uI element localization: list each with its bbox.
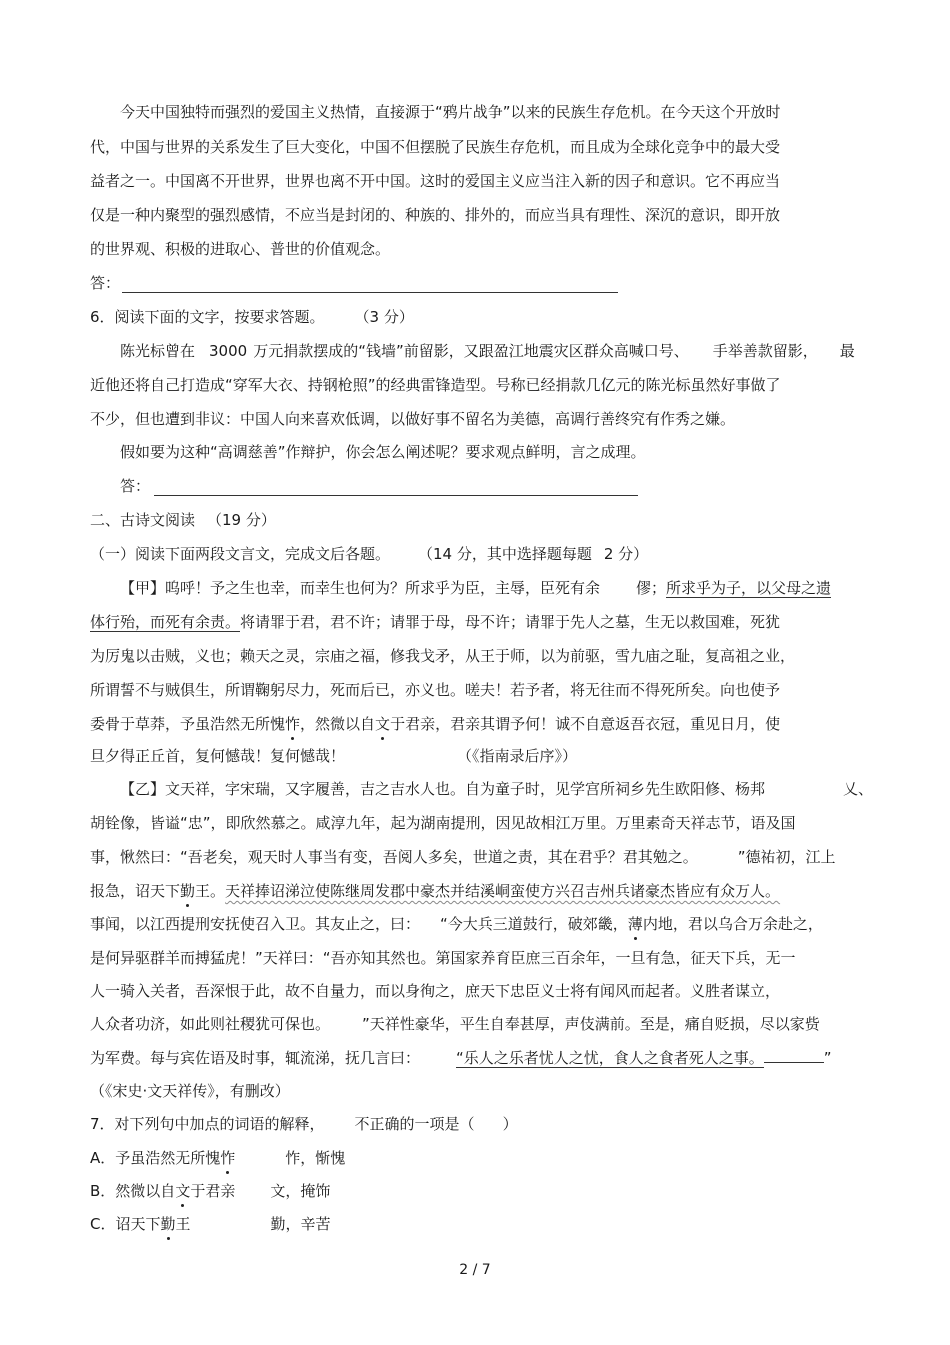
subsection-title — [90, 544, 910, 564]
underline-extension — [764, 1062, 824, 1063]
passage-line: 不少，但也遭到非议：中国人向来喜欢低调，以做好事不留名为美德，高调行善终究有作秀之嫌。 — [90, 410, 736, 428]
underlined-sentence: 所求乎为子，以父母之遗 — [666, 579, 832, 597]
wavy-underlined-sentence: 天祥捧诏涕泣使陈继周发郡中豪杰并结溪峒蛮使方兴召吉州兵诸豪杰皆应有众万人。 — [225, 882, 781, 900]
text-segment: 事闻，以江西提刑安抚使召入卫。其友止之，曰： — [90, 915, 421, 933]
text-segment: 万元捐款摆成的“钱墙”前留影，又跟盈江地震灾区群众高喊口号、 — [253, 342, 689, 360]
passage-yi-line — [90, 1048, 910, 1068]
text-segment: ” — [823, 1049, 832, 1067]
text-segment: ”德祐初，江上 — [737, 848, 836, 866]
passage-line: 益者之一。中国离不开世界，世界也离不开中国。这时的爱国主义应当注入新的因子和意识。它不再应当 — [90, 172, 781, 190]
dotted-word: 怍 — [285, 715, 301, 733]
answer-line — [120, 476, 910, 496]
source-citation: （《指南录后序》） — [457, 747, 578, 765]
dotted-word: 勤 — [160, 1215, 176, 1233]
text-segment: ，然微以自 — [300, 715, 376, 733]
option-label: C． — [90, 1215, 116, 1233]
text-segment: 人众者功济，如此则社稷犹可保也。 — [90, 1015, 331, 1033]
passage-jia-line — [120, 578, 910, 598]
option-sentence: 诏天下 — [115, 1215, 161, 1233]
question-text: 7．对下列句中加点的词语的解释， — [90, 1115, 325, 1133]
text-segment: 【甲】呜呼！予之生也幸，而幸生也何为？所求乎为臣，主辱，臣死有余 — [120, 579, 601, 597]
text-segment: 3000 — [209, 342, 248, 360]
text-segment: 报急，诏天下 — [90, 882, 181, 900]
option-a[interactable] — [90, 1148, 910, 1168]
option-sentence: 予虽浩然无所愧 — [115, 1149, 221, 1167]
option-label: B． — [90, 1182, 116, 1200]
dotted-word: 怍 — [220, 1149, 236, 1167]
answer-label: 答： — [90, 274, 121, 292]
text-segment: 手举善款留影， — [712, 342, 818, 360]
option-explanation: 怍，惭愧 — [285, 1149, 346, 1167]
question-text: ） — [502, 1115, 518, 1133]
passage-line: 今天中国独特而强烈的爱国主义热情，直接源于“鸦片战争”以来的民族生存危机。在今天这个开放时 — [120, 103, 781, 121]
passage-yi-line: 人一骑入关者，吾深恨于此，故不自量力，而以身徇之，庶天下忠臣义士将有闻风而起者。义胜者谋立， — [90, 982, 781, 1000]
text-segment: 乂、 — [843, 780, 874, 798]
text-segment: 旦夕得正丘首，复何憾哉！复何憾哉！ — [90, 747, 346, 765]
passage-line — [120, 341, 910, 361]
passage-yi-line — [90, 847, 910, 867]
passage-yi-line — [120, 779, 910, 799]
dotted-word: 文 — [175, 1182, 191, 1200]
subsection-text: （一）阅读下面两段文言文，完成文后各题。 — [90, 545, 391, 563]
option-sentence: 于君亲 — [190, 1182, 236, 1200]
dotted-word: 勤 — [180, 882, 196, 900]
section-2-title — [90, 510, 910, 530]
passage-jia-line — [90, 612, 910, 632]
passage-line: 代，中国与世界的关系发生了巨大变化，中国不但摆脱了民族生存危机，而且成为全球化竞争中的最大受 — [90, 138, 781, 156]
passage-line: 假如要为这种“高调慈善”作辩护，你会怎么阐述呢？要求观点鲜明，言之成理。 — [120, 443, 646, 461]
underlined-sentence: 体行殆，而死有余责。 — [90, 613, 241, 631]
text-segment: 事，愀然曰：“吾老矣，观天时人事当有变，吾阅人多矣，世道之责，其在君乎？君其勉之。 — [90, 848, 698, 866]
passage-yi-line — [90, 881, 910, 901]
question-text: 不正确的一项是（ — [354, 1115, 475, 1133]
passage-line: 近他还将自己打造成“穿军大衣、持钢枪照”的经典雷锋造型。号称已经捐款几亿元的陈光标虽然好事做了 — [90, 376, 781, 394]
option-explanation: 文，掩饰 — [270, 1182, 331, 1200]
text-segment: 于君亲，君亲其谓予何！诚不自意返吾衣冠，重见日月，使 — [390, 715, 781, 733]
text-segment: 最 — [839, 342, 855, 360]
answer-blank[interactable] — [154, 481, 638, 496]
question-6-title — [90, 307, 910, 327]
underlined-sentence: “乐人之乐者忧人之忧，食人之食者死人之事。 — [456, 1049, 764, 1067]
section-title: 二、古诗文阅读 — [90, 511, 196, 529]
passage-yi-line: 是何异驱群羊而搏猛虎！”天祥曰：“吾亦知其然也。第国家养育臣庶三百余年，一旦有急，征天下兵，无一 — [90, 949, 796, 967]
page-number: 2 / 7 — [459, 1262, 491, 1278]
passage-jia-line — [90, 714, 910, 734]
option-c[interactable] — [90, 1214, 910, 1234]
dotted-word: 薄 — [627, 915, 643, 933]
text-segment: 内地，君以乌合万余赴之， — [642, 915, 823, 933]
option-sentence: 王 — [175, 1215, 191, 1233]
passage-line: 仅是一种内聚型的强烈感情，不应当是封闭的、种族的、排外的，而应当具有理性、深沉的意识，即开放 — [90, 206, 781, 224]
text-segment: 王。 — [195, 882, 226, 900]
passage-jia-line — [90, 746, 910, 766]
text-segment: 陈光标曾在 — [120, 342, 196, 360]
text-segment: “今大兵三道鼓行，破郊畿， — [440, 915, 628, 933]
dotted-word: 文 — [375, 715, 391, 733]
answer-label: 答： — [120, 477, 151, 495]
question-text: 6．阅读下面的文字，按要求答题。 — [90, 308, 325, 326]
section-score: （19 分） — [207, 511, 276, 529]
text-segment: 委骨于草莽，予虽浩然无所愧 — [90, 715, 286, 733]
text-segment: 僇； — [636, 579, 667, 597]
text-segment: 【乙】文天祥，字宋瑞，又字履善，吉之吉水人也。自为童子时，见学宫所祠乡先生欧阳修、杨邦 — [120, 780, 766, 798]
option-sentence: 然微以自 — [115, 1182, 176, 1200]
text-segment: 为军费。每与宾佐语及时事，辄流涕，抚几言曰： — [90, 1049, 421, 1067]
subsection-score: 2 分） — [603, 545, 649, 563]
passage-line: 的世界观、积极的进取心、普世的价值观念。 — [90, 240, 391, 258]
subsection-score: （14 分，其中选择题每题 — [418, 545, 592, 563]
answer-line — [90, 273, 910, 293]
passage-jia-line: 所谓誓不与贼俱生，所谓鞠躬尽力，死而后已，亦义也。嗟夫！若予者，将无往而不得死所矣。向也使予 — [90, 681, 781, 699]
option-explanation: 勤，辛苦 — [270, 1215, 331, 1233]
question-score: （3 分） — [354, 308, 414, 326]
passage-yi-line — [90, 914, 910, 934]
option-label: A． — [90, 1149, 116, 1167]
answer-blank[interactable] — [122, 278, 618, 293]
text-segment: ”天祥性豪华，平生自奉甚厚，声伎满前。至是，痛自贬损，尽以家赀 — [362, 1015, 820, 1033]
option-b[interactable] — [90, 1181, 910, 1201]
passage-yi-line: （《宋史·文天祥传》，有删改） — [90, 1082, 290, 1100]
text-segment: 将请罪于君，君不许；请罪于母，母不许；请罪于先人之墓，生无以救国难，死犹 — [240, 613, 781, 631]
passage-yi-line — [90, 1014, 910, 1034]
question-7-title — [90, 1114, 910, 1134]
passage-jia-line: 为厉鬼以击贼，义也；赖天之灵，宗庙之福，修我戈矛，从王于师，以为前驱，雪九庙之耻，复高祖之业， — [90, 647, 796, 665]
passage-yi-line: 胡铨像，皆谥“忠”，即欣然慕之。咸淳九年，起为湖南提刑，因见故相江万里。万里素奇天祥志节，语及国 — [90, 814, 796, 832]
